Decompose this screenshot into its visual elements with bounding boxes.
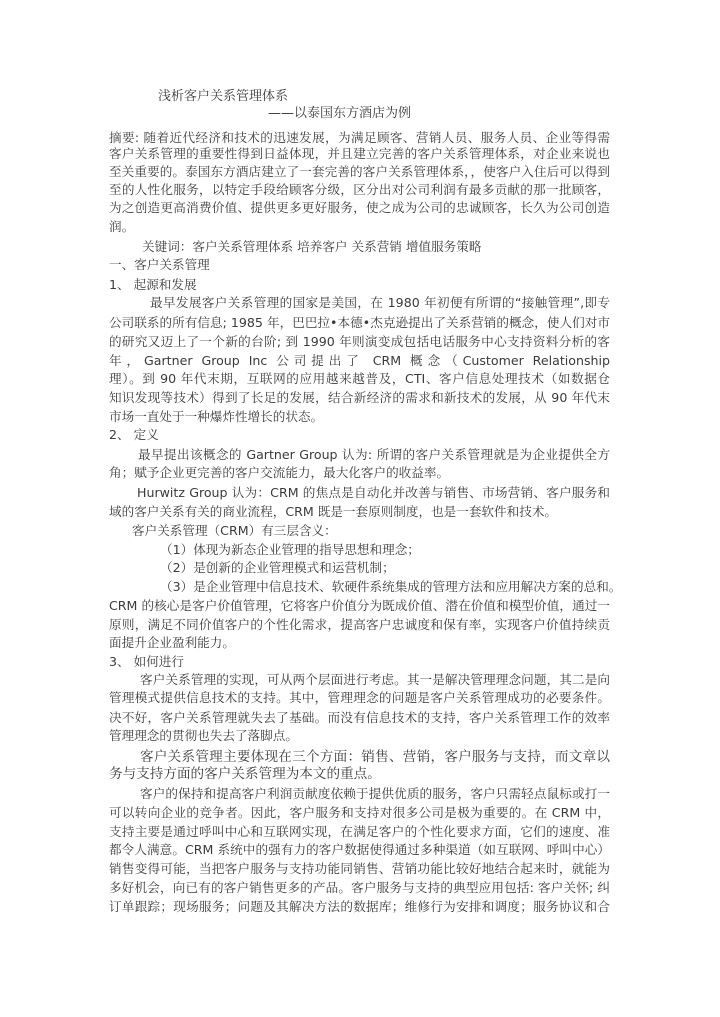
- paragraph-line: 支持主要是通过呼叫中心和互联网实现，在满足客户的个性化要求方面，它们的速度、准: [109, 824, 610, 839]
- paragraph-line: 客户关系管理的实现，可从两个层面进行考虑。其一是解决管理理念问题，其二是向: [140, 672, 610, 687]
- paragraph-line: 原则，满足不同价值客户的个性化需求，提高客户忠诚度和保有率，实现客户价值持续贡: [109, 617, 610, 632]
- document-subtitle: ——以泰国东方酒店为例: [268, 106, 412, 121]
- paragraph-line: 最早提出该概念的 Gartner Group 认为: 所谓的客户关系管理就是为企业提供全方: [138, 447, 610, 462]
- paragraph-line: 多好机会，向已有的客户销售更多的产品。客户服务与支持的典型应用包括: 客户关怀; 纠: [109, 880, 610, 895]
- abstract-line: 至的人性化服务，以特定手段给顾客分级，区分出对公司利润有最多贡献的那一批顾客，: [109, 182, 610, 197]
- list-item: （2）是创新的企业管理模式和运营机制；: [160, 560, 395, 575]
- paragraph-line: 公司联系的所有信息; 1985 年，巴巴拉•本德•杰克逊提出了关系营销的概念，使人们对市: [109, 315, 610, 330]
- paragraph-line: 市场一直处于一种爆炸性增长的状态。: [109, 409, 324, 424]
- abstract-line: 至关重要的。泰国东方酒店建立了一套完善的客户关系管理体系，，使客户入住后可以得到: [109, 164, 610, 179]
- paragraph-line: 最早发展客户关系管理的国家是美国，在 1980 年初便有所谓的“接触管理”,即专: [150, 295, 610, 310]
- section-heading: 2、 定义: [109, 427, 159, 442]
- list-item: （3）是企业管理中信息技术、软硬件系统集成的管理方法和应用解决方案的总和。: [160, 579, 622, 594]
- document-title: 浅析客户关系管理体系: [158, 89, 289, 104]
- paragraph-line: 都令人满意。CRM 系统中的强有力的客户数据使得通过多种渠道（如互联网、呼叫中心）: [109, 842, 610, 857]
- abstract-line: 为之创造更高消费价值、提供更多更好服务，使之成为公司的忠诚顾客，长久为公司创造: [109, 200, 610, 215]
- abstract-line: 润。: [109, 219, 135, 234]
- paragraph-line: 域的客户关系有关的商业流程，CRM 既是一套原则制度，也是一套软件和技术。: [109, 504, 558, 519]
- paragraph-line: 务与支持方面的客户关系管理为本文的重点。: [109, 766, 381, 782]
- paragraph-line: 销售变得可能，当把客户服务与支持功能同销售、营销功能比较好地结合起来时，就能为: [109, 861, 610, 876]
- section-heading: 1、 起源和发展: [109, 277, 197, 292]
- abstract-line: 摘要: 随着近代经济和技术的迅速发展，为满足顾客、营销人员、服务人员、企业等得需: [109, 130, 610, 145]
- paragraph-line: CRM 的核心是客户价值管理，它将客户价值分为既成价值、潜在价值和模型价值，通过一: [109, 598, 610, 613]
- paragraph-line: 客户关系管理（CRM）有三层含义：: [132, 523, 337, 538]
- paragraph-line: 知识发现等技术）得到了长足的发展，结合新经济的需求和新技术的发展，从 90 年代末: [109, 390, 610, 405]
- list-item: （1）体现为新态企业管理的指导思想和理念；: [160, 542, 420, 557]
- paragraph-line: 管理理念的贯彻也失去了落脚点。: [109, 728, 298, 743]
- paragraph-line: 管理模式提供信息技术的支持。其中，管理理念的问题是客户关系管理成功的必要条件。: [109, 690, 610, 705]
- keywords: 关键词：客户关系管理体系 培养客户 关系营销 增值服务策略: [142, 239, 482, 254]
- paragraph-line: 面提升企业盈利能力。: [109, 635, 235, 650]
- paragraph-line: 角；赋予企业更完善的客户交流能力，最大化客户的收益率。: [109, 465, 450, 480]
- paragraph-line: 订单跟踪；现场服务；问题及其解决方法的数据库；维修行为安排和调度；服务协议和合: [109, 899, 610, 914]
- chapter-heading: 一、客户关系管理: [109, 257, 210, 272]
- paragraph-line: Hurwitz Group 认为：CRM 的焦点是自动化并改善与销售、市场营销、客户服务和: [137, 485, 610, 500]
- paragraph-line: 理）。到 90 年代末期，互联网的应用越来越普及，CTI、客户信息处理技术（如数据仓: [109, 371, 610, 386]
- paragraph-line: 年，Gartner Group Inc 公司提出了 CRM 概念（Customer Relationship: [109, 353, 610, 368]
- paragraph-line: 客户关系管理主要体现在三个方面：销售、营销，客户服务与支持，而文章以: [140, 749, 610, 765]
- paragraph-line: 客户的保持和提高客户利润贡献度依赖于提供优质的服务，客户只需轻点鼠标或打一: [140, 786, 610, 801]
- paragraph-line: 的研究又迈上了一个新的台阶; 到 1990 年则演变成包括电话服务中心支持资料分析的客: [109, 334, 610, 349]
- abstract-line: 客户关系管理的重要性得到日益体现，并且建立完善的客户关系管理体系，对企业来说也: [109, 146, 610, 161]
- paragraph-line: 决不好，客户关系管理就失去了基础。而没有信息技术的支持，客户关系管理工作的效率: [109, 710, 610, 725]
- paragraph-line: 可以转向企业的竞争者。因此，客户服务和支持对很多公司是极为重要的。在 CRM 中，: [109, 805, 610, 820]
- section-heading: 3、 如何进行: [109, 654, 184, 669]
